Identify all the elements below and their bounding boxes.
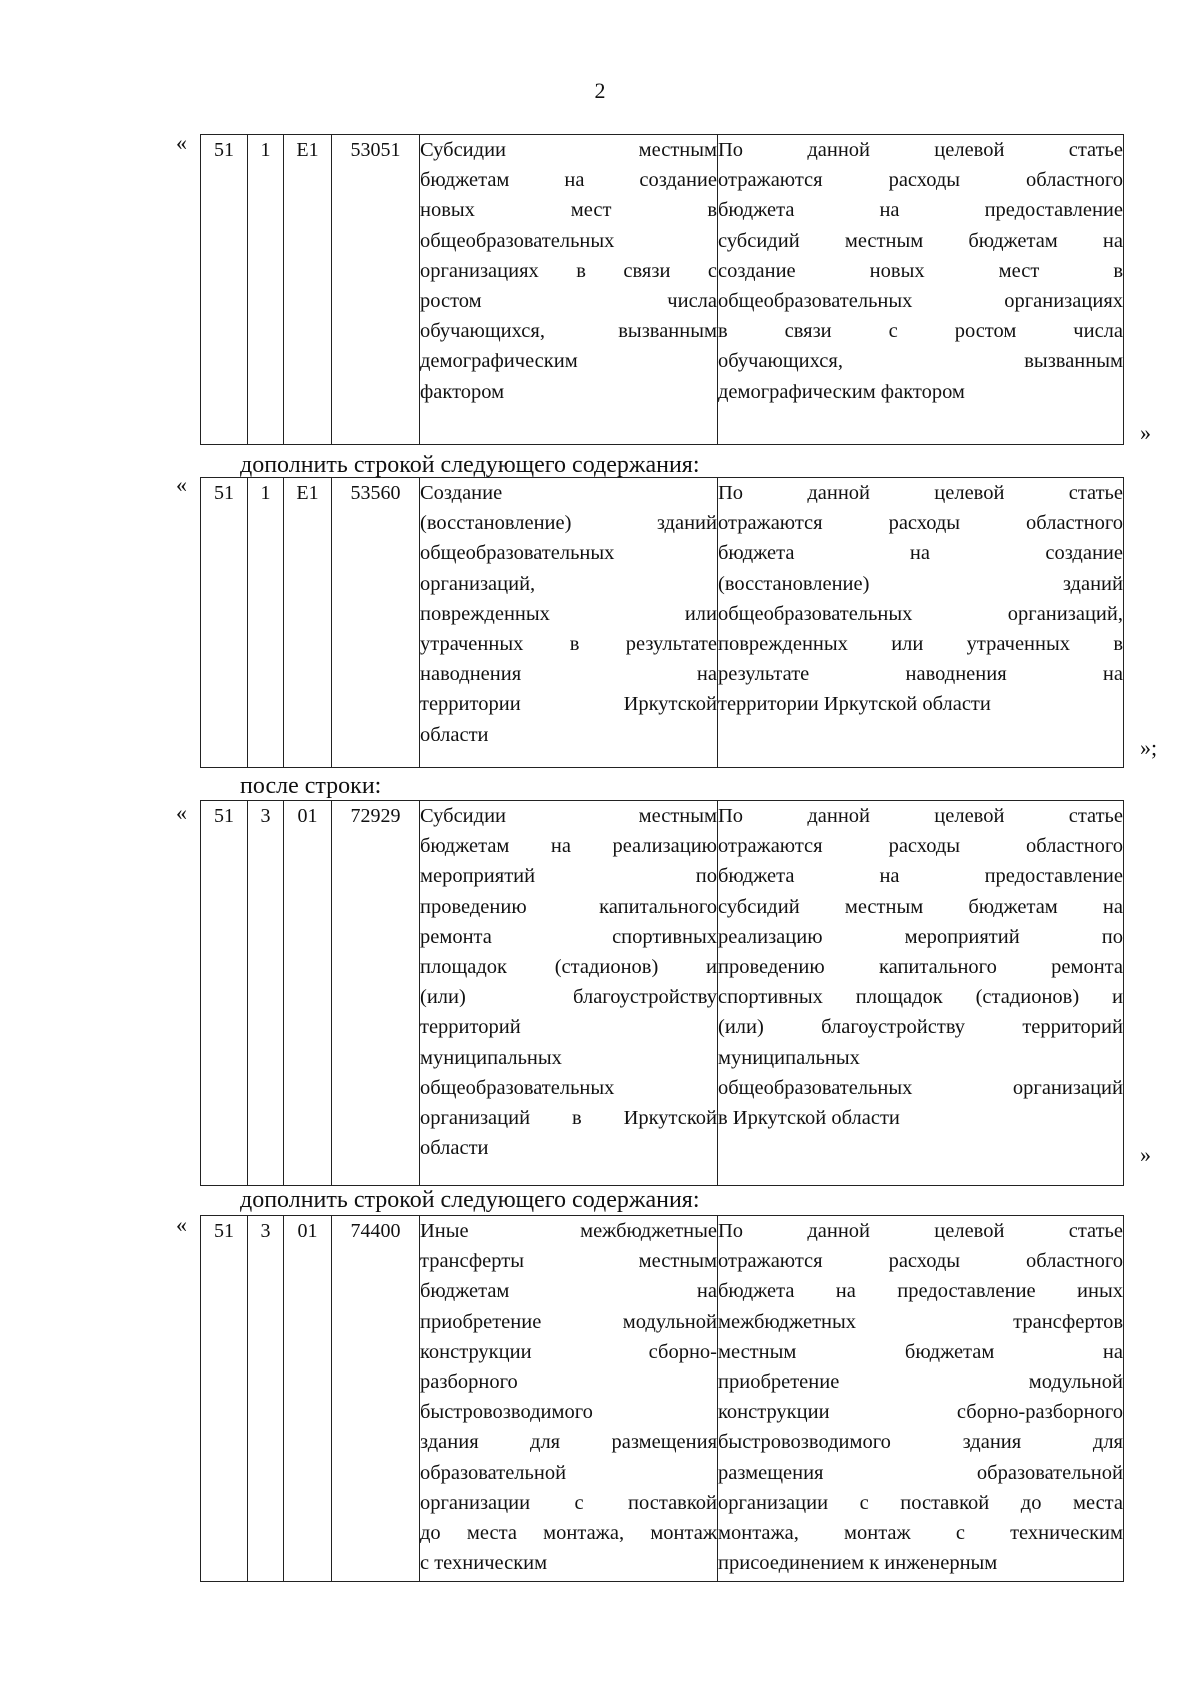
text-line: спортивных площадок (стадионов) и [718,986,1123,1009]
text-line: общеобразовательных [420,542,615,565]
text-line: организаций в Иркутской [420,1107,717,1130]
text-line: обучающихся, вызванным [718,350,1123,373]
opening-quote: « [176,800,187,825]
text-line: создание новых мест в [718,259,1123,282]
event-code-cell: 01 [284,801,332,1186]
event-code-cell: E1 [284,478,332,768]
text-line: демографическим [420,350,578,373]
text-line: бюджетам на реализацию [420,835,717,858]
budget-table-row-1 [200,134,1124,445]
text-line: бюджета на предоставление [718,865,1123,888]
text-line: ростом числа [420,290,717,313]
text-line: новых мест в [420,199,717,222]
text-line: По данной целевой статье [718,1220,1123,1242]
text-line: отражаются расходы областного [718,1250,1123,1273]
text-line: наводнения на [420,663,717,686]
text-line: отражаются расходы областного [718,169,1123,192]
text-line: здания для размещения [420,1431,717,1454]
event-code-cell: E1 [284,135,332,445]
description-cell [718,135,1124,445]
text-line: По данной целевой статье [718,482,1123,504]
text-line: поврежденных или [420,602,717,625]
direction-code-cell: 53560 [332,478,420,768]
direction-code-cell: 72929 [332,801,420,1186]
opening-quote: « [176,1212,187,1237]
text-line: организации с поставкой до места [718,1491,1123,1514]
page-number: 2 [594,78,606,103]
text-line: общеобразовательных [420,229,615,252]
text-line: до места монтажа, монтаж [420,1522,717,1545]
text-line: Субсидии местным [420,139,717,161]
text-line: ремонта спортивных [420,925,717,948]
text-line: субсидий местным бюджетам на [718,229,1123,252]
text-line: монтажа, монтаж с техническим [718,1522,1123,1545]
budget-table-row-3 [200,800,1124,1186]
program-code-cell: 51 [201,1216,248,1582]
description-cell [718,801,1124,1186]
text-line: муниципальных [420,1046,562,1069]
name-cell [420,478,718,768]
text-line: в Иркутской области [718,1107,900,1130]
text-line: межбюджетных трансфертов [718,1310,1123,1333]
text-line: общеобразовательных [420,1076,615,1099]
text-line: муниципальных [718,1046,860,1069]
text-line: бюджетам на создание [420,169,717,192]
text-line: с техническим [420,1552,548,1575]
text-line: быстровозводимого здания для [718,1431,1123,1454]
text-line: (восстановление) зданий [420,512,717,535]
text-line: общеобразовательных организациях [718,290,1123,313]
name-cell [420,1216,718,1582]
closing-quote: » [1140,420,1151,445]
program-code-cell: 51 [201,478,248,768]
text-line: площадок (стадионов) и [420,956,717,979]
text-line: организации с поставкой [420,1491,717,1514]
instruction-add-row: дополнить строкой следующего содержания: [240,452,700,478]
text-line: конструкции сборно- [420,1340,717,1363]
text-line: области [420,723,489,746]
closing-quote: » [1140,1142,1151,1167]
text-line: разборного [420,1371,518,1394]
instruction-add-row: дополнить строкой следующего содержания: [240,1187,700,1213]
text-line: бюджета на предоставление [718,199,1123,222]
text-line: конструкции сборно-разборного [718,1401,1123,1424]
text-line: Иные межбюджетные [420,1220,717,1242]
name-cell [420,135,718,445]
text-line: проведению капитального ремонта [718,956,1123,979]
subprogram-code-cell: 3 [248,801,284,1186]
text-line: приобретение модульной [420,1310,717,1333]
text-line: организаций, [420,572,536,595]
text-line: быстровозводимого [420,1401,593,1424]
text-line: присоединением к инженерным [718,1552,998,1575]
subprogram-code-cell: 3 [248,1216,284,1582]
event-code-cell: 01 [284,1216,332,1582]
text-line: Субсидии местным [420,805,717,827]
description-cell [718,1216,1124,1582]
subprogram-code-cell: 1 [248,135,284,445]
text-line: субсидий местным бюджетам на [718,895,1123,918]
text-line: (или) благоустройству [420,986,717,1009]
subprogram-code-cell: 1 [248,478,284,768]
text-line: организациях в связи с [420,259,717,282]
direction-code-cell: 53051 [332,135,420,445]
text-line: общеобразовательных организаций, [718,602,1123,625]
text-line: в связи с ростом числа [718,320,1123,343]
text-line: поврежденных или утраченных в [718,633,1123,656]
text-line: приобретение модульной [718,1371,1123,1394]
text-line: местным бюджетам на [718,1340,1123,1363]
direction-code-cell: 74400 [332,1216,420,1582]
opening-quote: « [176,472,187,497]
text-line: территории Иркутской [420,693,717,716]
text-line: общеобразовательных организаций [718,1076,1123,1099]
text-line: области [420,1137,489,1160]
text-line: проведению капитального [420,895,717,918]
text-line: размещения образовательной [718,1461,1123,1484]
text-line: трансферты местным [420,1250,717,1273]
budget-table-row-4 [200,1215,1124,1582]
text-line: обучающихся, вызванным [420,320,717,343]
text-line: отражаются расходы областного [718,512,1123,535]
text-line: Создание [420,482,503,504]
description-cell [718,478,1124,768]
text-line: утраченных в результате [420,633,717,656]
text-line: результате наводнения на [718,663,1123,686]
budget-table-row-2 [200,477,1124,768]
text-line: (или) благоустройству территорий [718,1016,1123,1039]
text-line: демографическим фактором [718,380,965,403]
text-line: бюджета на создание [718,542,1123,565]
text-line: территорий [420,1016,521,1039]
text-line: образовательной [420,1461,567,1484]
text-line: бюджетам на [420,1280,717,1303]
text-line: бюджета на предоставление иных [718,1280,1123,1303]
text-line: мероприятий по [420,865,717,888]
opening-quote: « [176,130,187,155]
program-code-cell: 51 [201,801,248,1186]
text-line: территории Иркутской области [718,693,991,716]
text-line: По данной целевой статье [718,805,1123,827]
text-line: По данной целевой статье [718,139,1123,161]
closing-quote-semicolon: »; [1140,735,1158,760]
text-line: фактором [420,380,505,403]
name-cell [420,801,718,1186]
program-code-cell: 51 [201,135,248,445]
text-line: (восстановление) зданий [718,572,1123,595]
text-line: отражаются расходы областного [718,835,1123,858]
instruction-after-row: после строки: [240,773,382,799]
text-line: реализацию мероприятий по [718,925,1123,948]
